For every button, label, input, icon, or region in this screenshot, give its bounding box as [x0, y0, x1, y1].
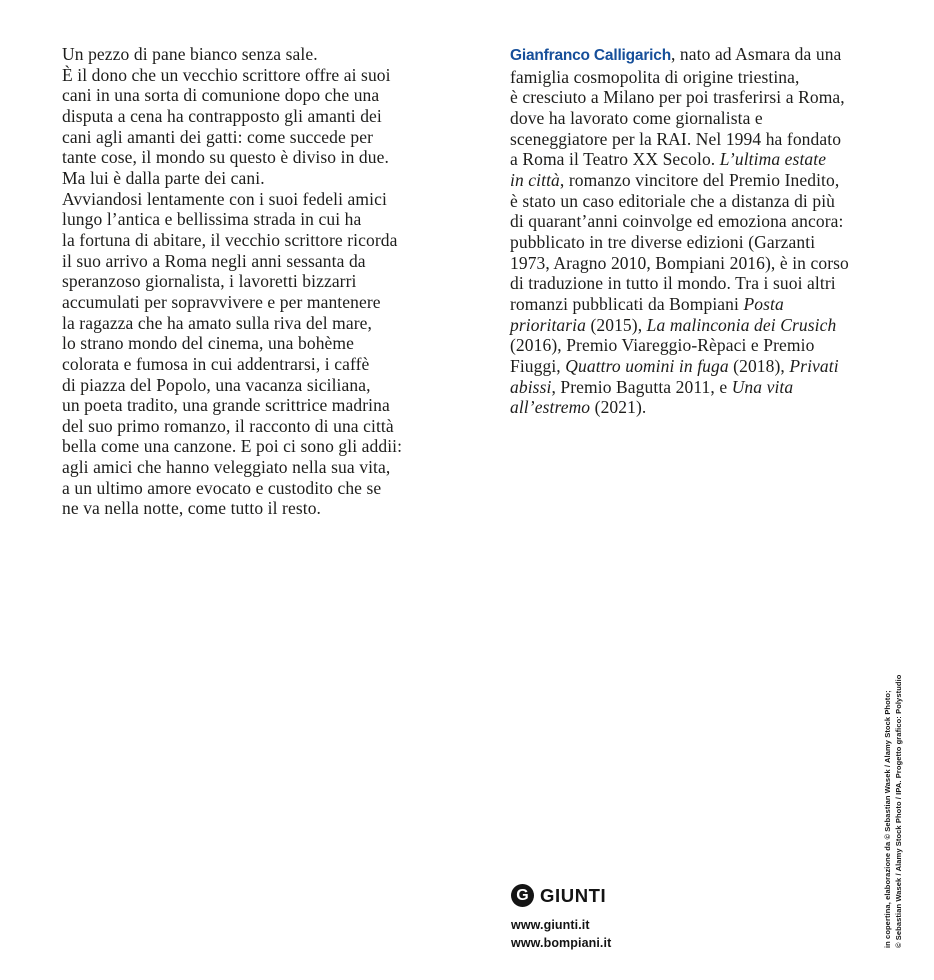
giunti-logo [511, 884, 611, 907]
text-line [510, 191, 916, 212]
text-segment: Quattro uomini in fuga [565, 355, 729, 376]
text-line: lo strano mondo del cinema, una bohème [62, 333, 354, 354]
text-line [510, 356, 916, 377]
text-line: bella come una canzone. E poi ci sono gli addii: [62, 436, 403, 457]
text-line: È il dono che un vecchio scrittore offre ai suoi [62, 64, 391, 85]
text-line [510, 253, 916, 274]
book-description-column [62, 44, 464, 519]
giunti-logo-text: GIUNTI [540, 884, 607, 906]
text-line [510, 294, 916, 315]
text-line: Ma lui è dalla parte dei cani. [62, 167, 265, 188]
text-line: un poeta tradito, una grande scrittrice madrina [62, 395, 390, 416]
text-line: cani in una sorta di comunione dopo che una [62, 85, 380, 106]
publisher-footer [511, 884, 611, 952]
text-segment: (2015), [585, 314, 647, 335]
text-line [510, 44, 916, 67]
text-line: a un ultimo amore evocato e custodito che se [62, 477, 382, 498]
text-segment: romanzi pubblicati da Bompiani [510, 293, 744, 314]
text-segment: è stato un caso editoriale che a distanza di più [510, 190, 836, 211]
text-segment: (2018), [728, 355, 790, 376]
text-line: cani agli amanti dei gatti: come succede per [62, 126, 373, 147]
text-segment: pubblicato in tre diverse edizioni (Garzanti [510, 231, 816, 252]
text-segment: famiglia cosmopolita di origine triestina, [510, 66, 800, 87]
text-line [510, 397, 916, 418]
text-segment: L’ultima estate [719, 149, 827, 170]
text-line [510, 149, 916, 170]
text-segment: , romanzo vincitore del Premio Inedito, [559, 169, 840, 190]
author-name: Gianfranco Calligarich [510, 47, 671, 64]
text-line [510, 315, 916, 336]
text-line: lungo l’antica e bellissima strada in cui ha [62, 209, 362, 230]
text-line [510, 67, 916, 88]
text-segment: (2021). [590, 397, 647, 418]
text-segment: Posta [743, 293, 784, 314]
text-segment: di traduzione in tutto il mondo. Tra i suoi altri [510, 273, 836, 294]
author-bio-column [510, 44, 916, 418]
text-segment: Una vita [731, 376, 794, 397]
text-line: la ragazza che ha amato sulla riva del mare, [62, 312, 372, 333]
text-line [510, 377, 916, 398]
text-line [510, 129, 916, 150]
text-line: il suo arrivo a Roma negli anni sessanta da [62, 250, 366, 271]
text-line [510, 335, 916, 356]
text-line: speranzoso giornalista, i lavoretti bizzarri [62, 271, 357, 292]
text-segment: prioritaria [510, 314, 586, 335]
publisher-urls [511, 916, 611, 952]
text-line [510, 170, 916, 191]
text-line: colorata e fumosa in cui addentrarsi, i caffè [62, 353, 370, 374]
text-segment: dove ha lavorato come giornalista e [510, 107, 763, 128]
text-line: la fortuna di abitare, il vecchio scrittore ricorda [62, 229, 398, 250]
text-line: agli amici che hanno veleggiato nella sua vita, [62, 457, 391, 478]
text-line: del suo primo romanzo, il racconto di una città [62, 415, 394, 436]
text-segment: abissi [510, 376, 552, 397]
text-line: Un pezzo di pane bianco senza sale. [62, 44, 318, 64]
text-line: Avviandosi lentamente con i suoi fedeli amici [62, 188, 387, 209]
text-segment: a Roma il Teatro XX Secolo. [510, 149, 720, 170]
text-segment: 1973, Aragno 2010, Bompiani 2016), è in corso [510, 252, 849, 273]
text-line: tante cose, il mondo su questo è diviso in due. [62, 147, 389, 168]
text-line [510, 211, 916, 232]
text-segment: (2016), Premio Viareggio-Rèpaci e Premio [510, 335, 815, 356]
text-line: disputa a cena ha contrapposto gli amanti dei [62, 105, 382, 126]
text-line: in copertina, elaborazione da © Sebastian Wasek / Alamy Stock Photo; [883, 690, 892, 948]
giunti-g-icon: G [511, 884, 534, 907]
text-line [510, 87, 916, 108]
text-segment: Fiuggi, [510, 355, 566, 376]
photo-credits-vertical-text [883, 674, 904, 948]
text-segment: , Premio Bagutta 2011, e [551, 376, 732, 397]
text-line [510, 232, 916, 253]
text-line: accumulati per sopravvivere e per mantenere [62, 291, 381, 312]
text-segment: sceneggiatore per la RAI. Nel 1994 ha fondato [510, 128, 842, 149]
text-segment: di quarant’anni coinvolge ed emoziona ancora: [510, 211, 844, 232]
text-line: © Sebastian Wasek / Alamy Stock Photo / IPA. Progetto grafico: Polystudio [893, 674, 903, 948]
text-segment: , nato ad Asmara da una [670, 44, 842, 64]
bompiani-url: www.bompiani.it [511, 936, 612, 950]
giunti-url: www.giunti.it [511, 918, 590, 932]
text-line: ne va nella notte, come tutto il resto. [62, 498, 322, 519]
text-segment: è cresciuto a Milano per poi trasferirsi a Roma, [510, 87, 845, 108]
text-line [510, 108, 916, 129]
text-line: di piazza del Popolo, una vacanza siciliana, [62, 374, 371, 395]
text-line [510, 273, 916, 294]
text-segment: La malinconia dei Crusich [646, 314, 837, 335]
text-segment: Privati [789, 355, 839, 376]
text-segment: all’estremo [510, 397, 591, 418]
text-segment: in città [510, 169, 560, 190]
